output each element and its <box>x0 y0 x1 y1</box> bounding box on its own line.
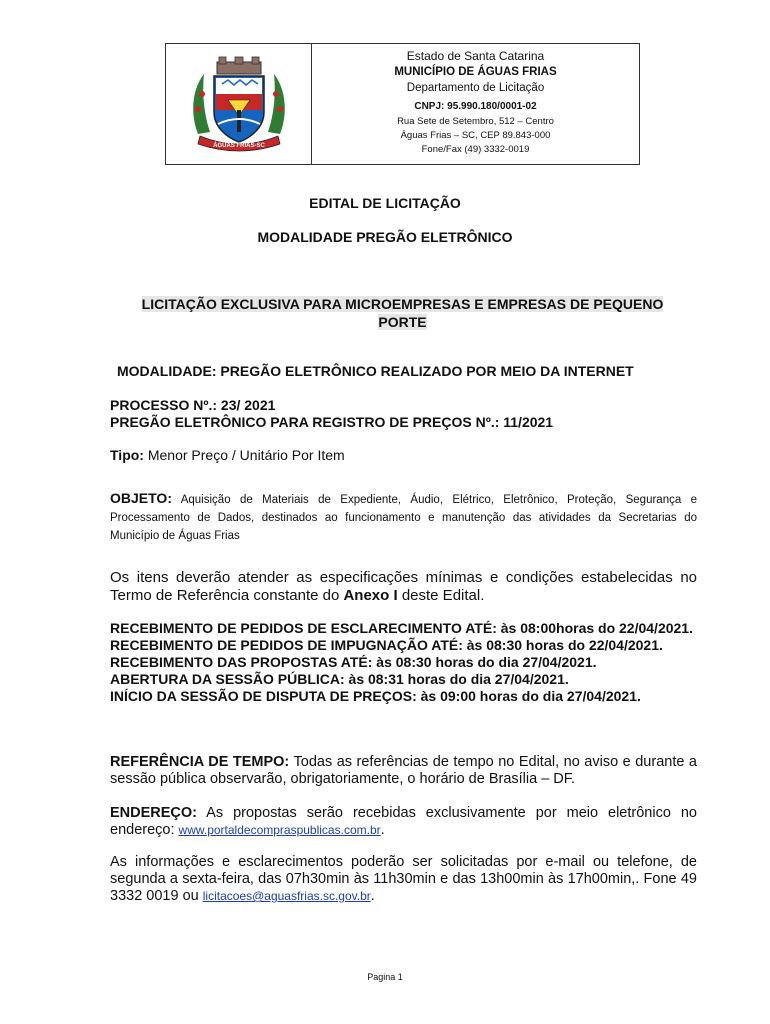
municipality-name: MUNICÍPIO DE ÁGUAS FRIAS <box>394 66 557 78</box>
page-number: Pagina 1 <box>367 972 403 982</box>
type-value: Menor Preço / Unitário Por Item <box>143 447 345 463</box>
exclusive-line-2: PORTE <box>378 314 427 330</box>
internet-modality: MODALIDADE: PREGÃO ELETRÔNICO REALIZADO POR MEIO DA INTERNET <box>117 363 634 379</box>
address-label: ENDEREÇO: <box>110 805 198 821</box>
schedule-item: RECEBIMENTO DE PEDIDOS DE IMPUGNAÇÃO ATÉ: às 08:30 horas do 22/04/2021. <box>110 637 663 653</box>
schedule-block <box>110 620 697 705</box>
object-paragraph <box>110 490 697 544</box>
municipal-crest <box>166 44 312 164</box>
street-address: Rua Sete de Setembro, 512 – Centro <box>397 116 554 127</box>
items-text-2: deste Edital. <box>397 587 485 604</box>
schedule-item: RECEBIMENTO DAS PROPOSTAS ATÉ: às 08:30 horas do dia 27/04/2021. <box>110 654 597 670</box>
schedule-item: RECEBIMENTO DE PEDIDOS DE ESCLARECIMENTO ATÉ: às 08:00horas do 22/04/2021. <box>110 620 693 636</box>
info-text: As informações e esclarecimentos poderão ser solicitadas por e-mail ou telefone, de segunda a sexta-feira, das 07h30min às 11h30min e das 13h00min às 17h00min,. Fone 49 3332 0019 ou <box>110 854 697 904</box>
svg-text:ÁGUAS FRIAS-SC: ÁGUAS FRIAS-SC <box>212 143 265 149</box>
address-paragraph: ENDEREÇO: As propostas serão recebidas exclusivamente por meio eletrônico no endereço: www.portaldecompraspublicas.com.br. <box>110 805 697 838</box>
phone-fax: Fone/Fax (49) 3332-0019 <box>421 144 530 155</box>
crest-icon <box>184 54 294 154</box>
object-label: OBJETO: <box>110 490 172 506</box>
items-paragraph <box>110 569 697 605</box>
address-text: As propostas serão recebidas exclusivamente por meio eletrônico no endereço: <box>110 805 697 838</box>
schedule-item: ABERTURA DA SESSÃO PÚBLICA: às 08:31 horas do dia 27/04/2021. <box>110 671 569 687</box>
exclusive-notice <box>110 295 695 331</box>
object-text: Aquisição de Materiais de Expediente, Áudio, Elétrico, Eletrônico, Proteção, Segurança e Processamento de Dados, destinados ao funcionamento e manutenção das atividades da Secretarias do Município de Águas Frias <box>110 494 697 542</box>
exclusive-line-1: LICITAÇÃO EXCLUSIVA PARA MICROEMPRESAS E EMPRESAS DE PEQUENO <box>141 296 664 312</box>
time-reference-label: REFERÊNCIA DE TEMPO: <box>110 754 290 770</box>
type-line <box>110 447 697 464</box>
portal-link[interactable]: www.portaldecompraspublicas.com.br <box>178 823 381 837</box>
cnpj: CNPJ: 95.990.180/0001-02 <box>414 101 537 112</box>
letterhead <box>165 43 640 165</box>
time-reference-text: Todas as referências de tempo no Edital, no aviso e durante a sessão pública observarão, obrigatoriamente, o horário de Brasília – DF. <box>110 754 697 787</box>
process-number: PROCESSO Nº.: 23/ 2021 <box>110 397 276 413</box>
type-label: Tipo: <box>110 447 144 463</box>
info-paragraph: As informações e esclarecimentos poderão ser solicitadas por e-mail ou telefone, de segunda a sexta-feira, das 07h30min às 11h30min e das 13h00min às 17h00min,. Fone 49 3332 0019 ou licitacoes@aguasfrias.sc.gov.br. <box>110 854 697 904</box>
city-address: Águas Frias – SC, CEP 89.843-000 <box>400 130 551 141</box>
document-title: EDITAL DE LICITAÇÃO <box>309 195 461 211</box>
schedule-item: INÍCIO DA SESSÃO DE DISPUTA DE PREÇOS: às 09:00 horas do dia 27/04/2021. <box>110 688 641 704</box>
state-name: Estado de Santa Catarina <box>406 49 545 63</box>
department-name: Departamento de Licitação <box>406 82 545 94</box>
letterhead-info <box>312 44 639 164</box>
items-text-1: Os itens deverão atender as especificações mínimas e condições estabelecidas no Termo de Referência constante do <box>110 569 697 604</box>
email-link[interactable]: licitacoes@aguasfrias.sc.gov.br <box>202 889 371 903</box>
annex-reference: Anexo I <box>343 587 398 604</box>
time-reference-paragraph <box>110 754 697 788</box>
modality-title: MODALIDADE PREGÃO ELETRÔNICO <box>257 229 513 245</box>
registry-number: PREGÃO ELETRÔNICO PARA REGISTRO DE PREÇOS Nº.: 11/2021 <box>110 414 554 430</box>
